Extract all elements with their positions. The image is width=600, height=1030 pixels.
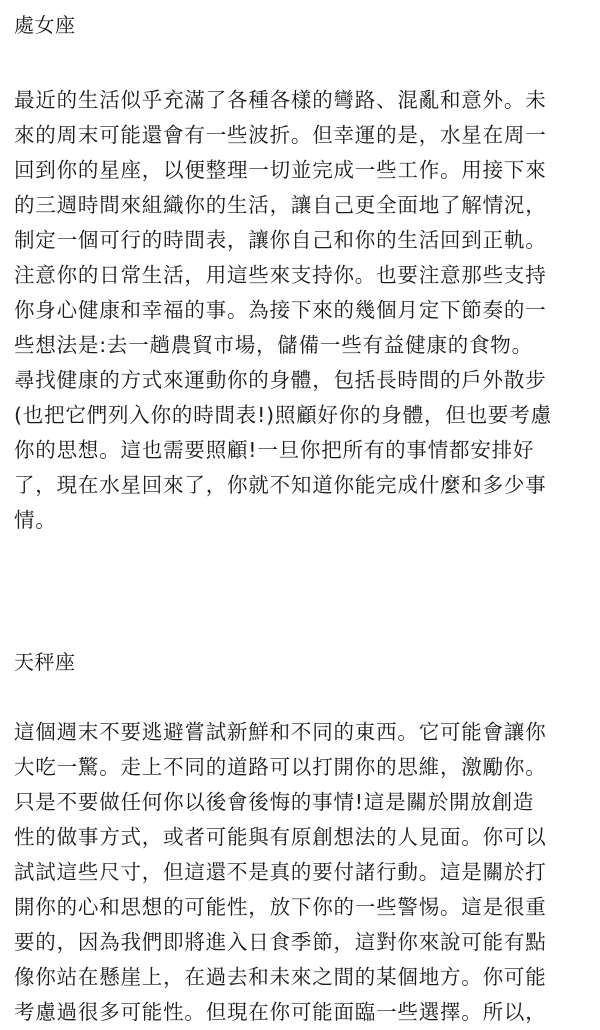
text-line: 些想法是:去一趟農貿市場，儲備一些有益健康的食物。	[14, 333, 533, 357]
text-line: 尋找健康的方式來運動你的身體，包括長時間的戶外散步	[14, 368, 547, 392]
text-line: 只是不要做任何你以後會後悔的事情!這是關於開放創造	[14, 790, 535, 814]
text-line: 你身心健康和幸福的事。為接下來的幾個月定下節奏的一	[14, 298, 547, 322]
text-line: 開你的心和思想的可能性，放下你的一些警惕。這是很重	[14, 895, 547, 919]
section-heading-virgo: 處女座	[14, 13, 76, 37]
text-line: 了，現在水星回來了，你就不知道你能完成什麼和多少事	[14, 473, 547, 497]
text-line: 情。	[14, 508, 57, 532]
text-line: 你的思想。這也需要照顧!一旦你把所有的事情都安排好	[14, 438, 535, 462]
text-line: 考慮過很多可能性。但現在你可能面臨一些選擇。所以，	[14, 1000, 547, 1024]
text-line: (也把它們列入你的時間表!)照顧好你的身體，但也要考慮	[14, 403, 552, 427]
text-line: 的三週時間來組織你的生活，讓自己更全面地了解情況，	[14, 193, 547, 217]
section-body-virgo	[14, 83, 600, 538]
section-heading-libra: 天秤座	[14, 650, 76, 674]
text-line: 注意你的日常生活，用這些來支持你。也要注意那些支持	[14, 263, 547, 287]
text-line: 要的，因為我們即將進入日食季節，這對你來說可能有點	[14, 930, 547, 954]
text-line: 回到你的星座，以便整理一切並完成一些工作。用接下來	[14, 158, 547, 182]
text-line: 性的做事方式，或者可能與有原創想法的人見面。你可以	[14, 825, 547, 849]
text-line: 大吃一驚。走上不同的道路可以打開你的思維，激勵你。	[14, 755, 547, 779]
text-line: 這個週末不要逃避嘗試新鮮和不同的東西。它可能會讓你	[14, 720, 547, 744]
text-line: 來的周末可能還會有一些波折。但幸運的是，水星在周一	[14, 123, 547, 147]
text-line: 制定一個可行的時間表，讓你自己和你的生活回到正軌。	[14, 228, 547, 252]
text-line: 試試這些尺寸，但這還不是真的要付諸行動。這是關於打	[14, 860, 547, 884]
section-body-libra	[14, 715, 600, 1030]
text-line: 像你站在懸崖上，在過去和未來之間的某個地方。你可能	[14, 965, 547, 989]
text-line: 最近的生活似乎充滿了各種各樣的彎路、混亂和意外。未	[14, 88, 547, 112]
